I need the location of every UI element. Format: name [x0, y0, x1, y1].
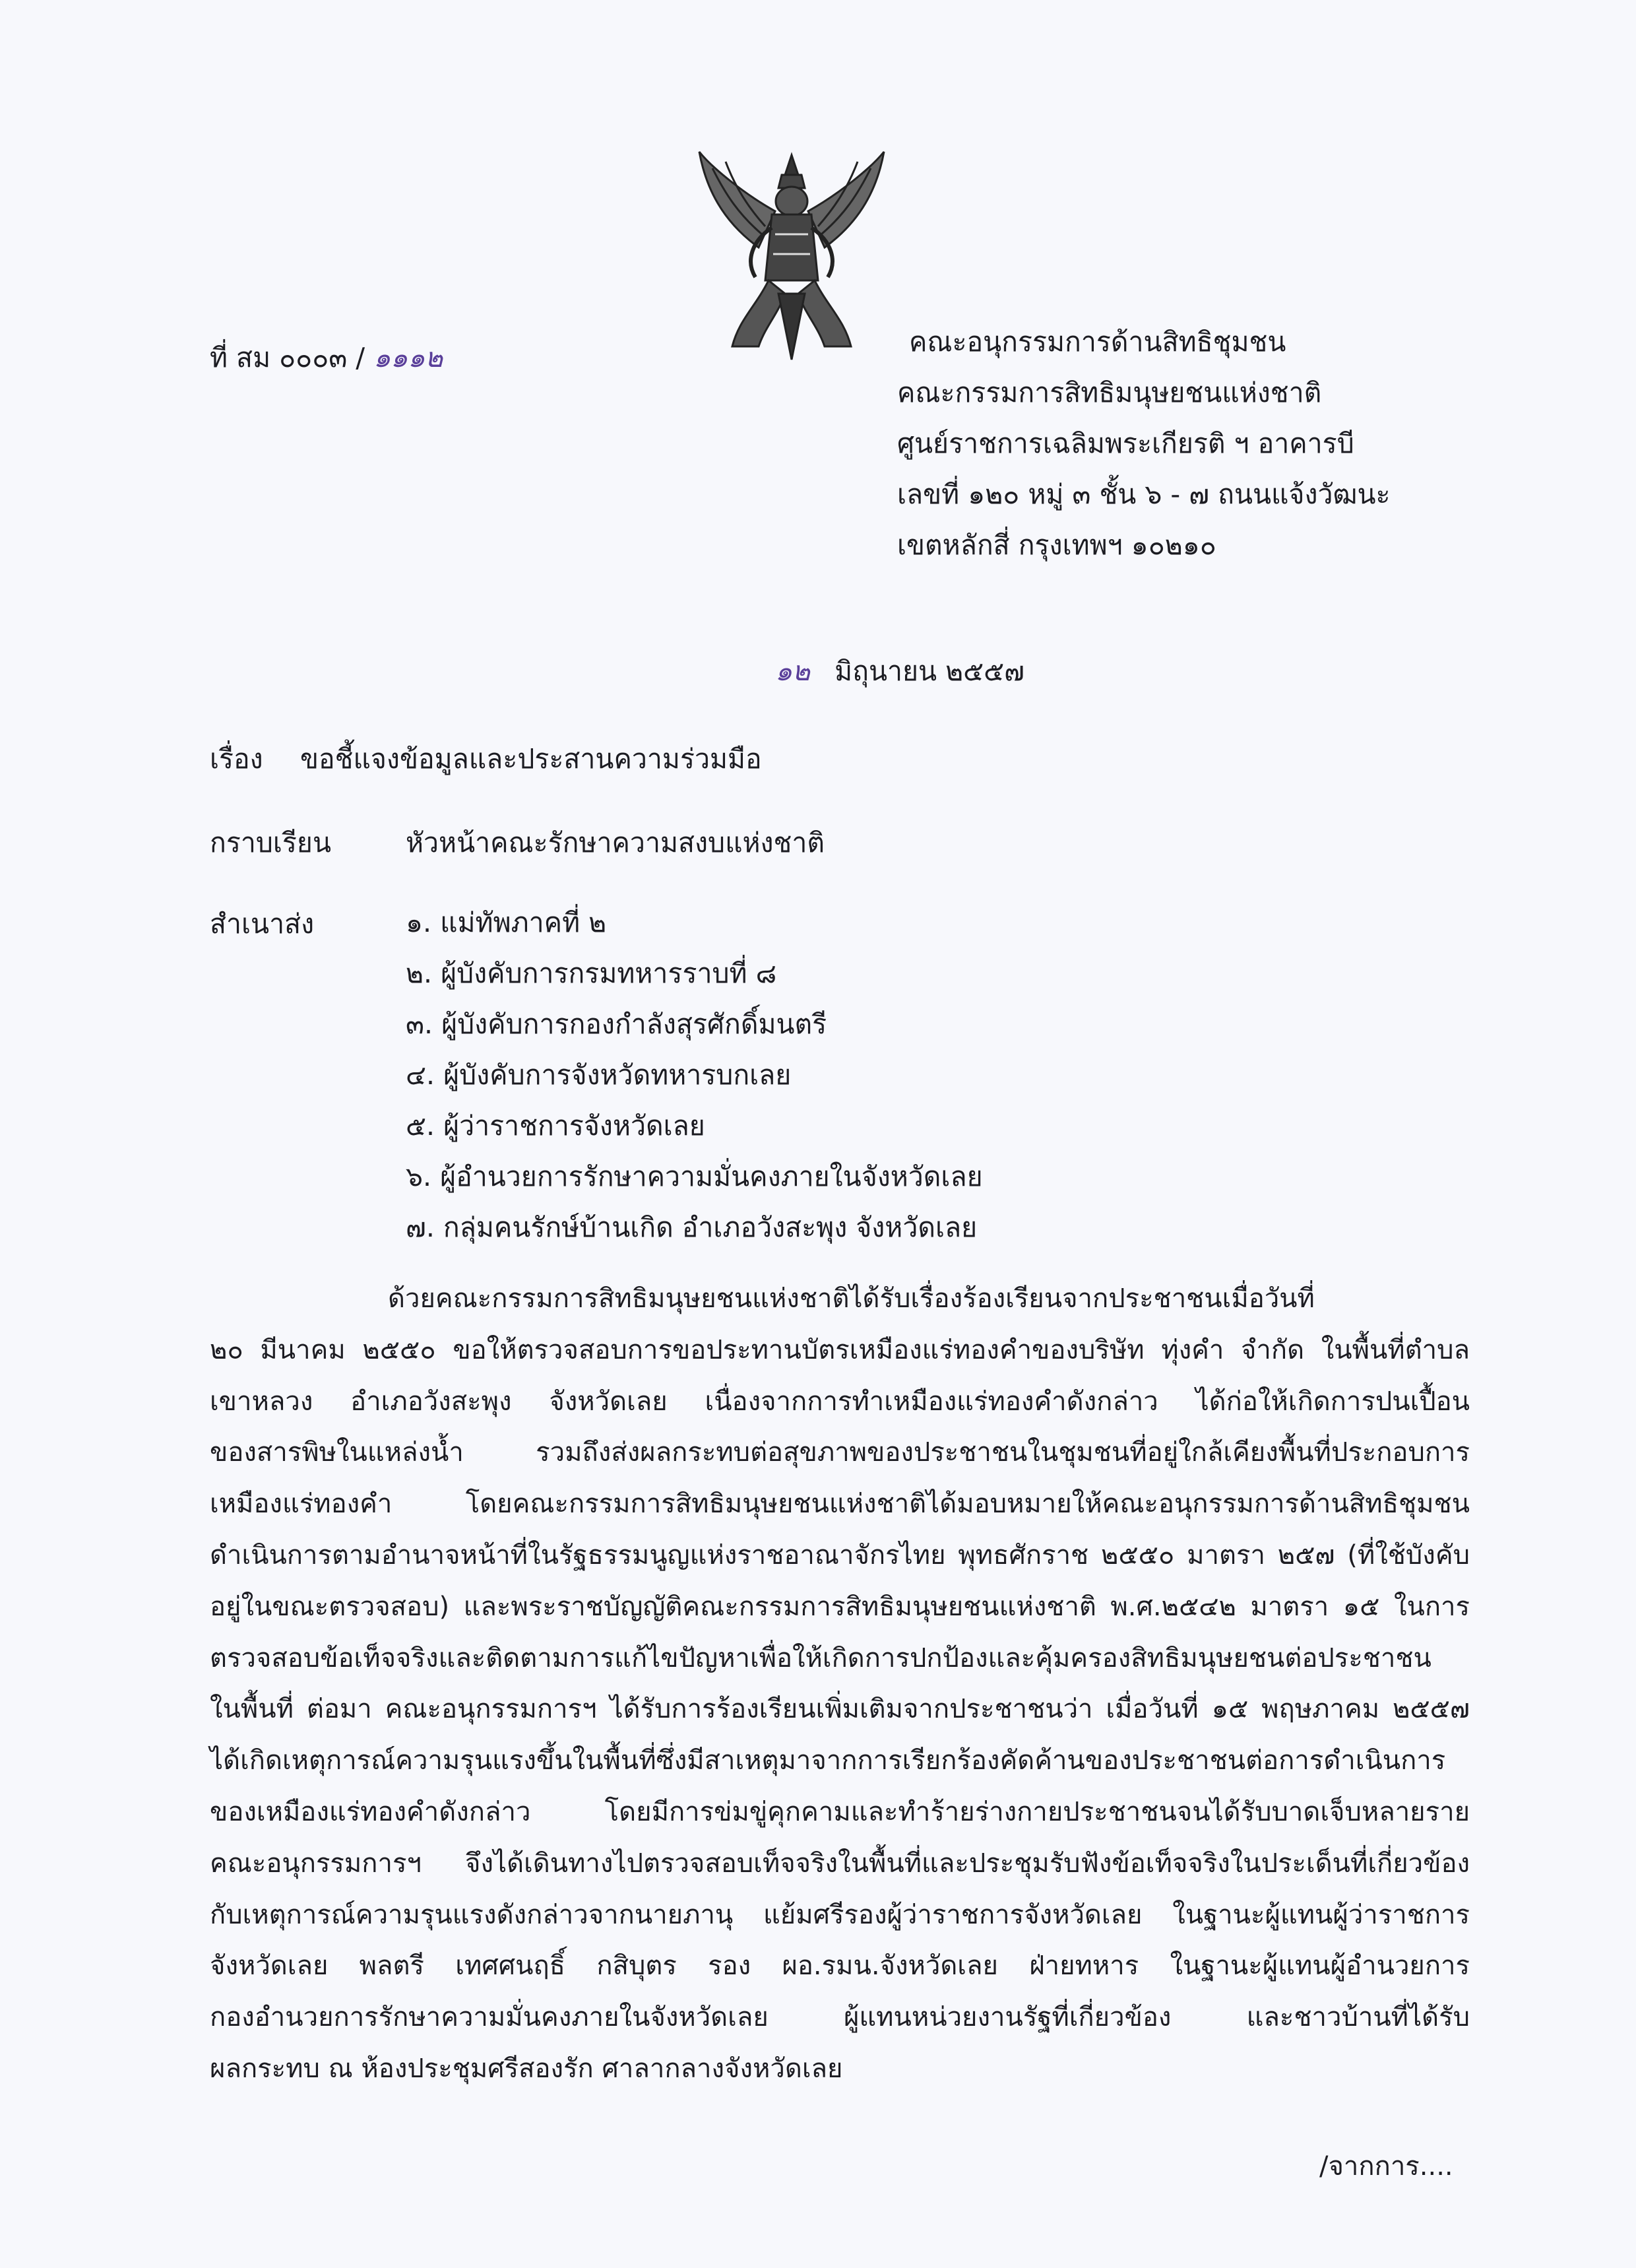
body-line: ด้วยคณะกรรมการสิทธิมนุษยชนแห่งชาติได้รับเรื่องร้องเรียนจากประชาชนเมื่อวันที่	[388, 1283, 1315, 1314]
body-line: อยู่ในขณะตรวจสอบ) และพระราชบัญญัติคณะกรรมการสิทธิมนุษยชนแห่งชาติ พ.ศ.๒๕๔๒ มาตรา ๑๕ ในการ	[210, 1591, 1470, 1622]
letter-date	[775, 650, 1024, 693]
address-line: คณะกรรมการสิทธิมนุษยชนแห่งชาติ	[897, 377, 1322, 408]
subject-value: ขอชี้แจงข้อมูลและประสานความร่วมมือ	[300, 743, 762, 775]
body-line: ได้เกิดเหตุการณ์ความรุนแรงขึ้นในพื้นที่ซึ่งมีสาเหตุมาจากการเรียกร้องคัดค้านของประชาชนต่อการดำเนินการ	[210, 1745, 1446, 1776]
body-line: เขาหลวง อำเภอวังสะพุง จังหวัดเลย เนื่องจากการทำเหมืองแร่ทองคำดังกล่าว ได้ก่อให้เกิดการปนเปื้อน	[210, 1386, 1470, 1417]
body-line: ดำเนินการตามอำนาจหน้าที่ในรัฐธรรมนูญแห่งราชอาณาจักรไทย พุทธศักราช ๒๕๕๐ มาตรา ๒๕๗ (ที่ใช้บังคับ	[210, 1539, 1470, 1571]
copies-to-list	[406, 903, 983, 1258]
address-line: คณะอนุกรรมการด้านสิทธิชุมชน	[909, 326, 1286, 358]
reference-number	[210, 337, 443, 379]
body-line: ของเหมืองแร่ทองคำดังกล่าว โดยมีการข่มขู่คุกคามและทำร้ายร่างกายประชาชนจนได้รับบาดเจ็บหลายราย	[210, 1796, 1470, 1827]
list-item: ๒. ผู้บังคับการกรมทหารราบที่ ๘	[406, 957, 777, 989]
body-line: คณะอนุกรรมการฯ จึงได้เดินทางไปตรวจสอบเท็จจริงในพื้นที่และประชุมรับฟังข้อเท็จจริงในประเด็นที่เกี่ยวข้อง	[210, 1848, 1470, 1879]
list-item: ๕. ผู้ว่าราชการจังหวัดเลย	[406, 1110, 705, 1142]
continuation-marker: /จากการ....	[1319, 2151, 1453, 2182]
letter-body	[210, 1277, 1470, 2098]
body-line: เหมืองแร่ทองคำ โดยคณะกรรมการสิทธิมนุษยชนแห่งชาติได้มอบหมายให้คณะอนุกรรมการด้านสิทธิชุมชน	[210, 1489, 1470, 1520]
body-line: ๒๐ มีนาคม ๒๕๕๐ ขอให้ตรวจสอบการขอประทานบัตรเหมืองแร่ทองคำของบริษัท ทุ่งคำ จำกัด ในพื้นที่ตำบล	[210, 1334, 1470, 1365]
list-item: ๔. ผู้บังคับการจังหวัดทหารบกเลย	[406, 1059, 792, 1091]
copies-to-label: สำเนาส่ง	[210, 908, 315, 940]
body-line: กองอำนวยการรักษาความมั่นคงภายในจังหวัดเลย ผู้แทนหน่วยงานรัฐที่เกี่ยวข้อง และชาวบ้านที่ได้รับ	[210, 2002, 1470, 2033]
body-line: ตรวจสอบข้อเท็จจริงและติดตามการแก้ไขปัญหาเพื่อให้เกิดการปกป้องและคุ้มครองสิทธิมนุษยชนต่อประชาชน	[210, 1642, 1432, 1673]
body-line: ของสารพิษในแหล่งน้ำ รวมถึงส่งผลกระทบต่อสุขภาพของประชาชนในชุมชนที่อยู่ใกล้เคียงพื้นที่ประกอบการ	[210, 1437, 1470, 1468]
reference-prefix: ที่ สม ๐๐๐๓ /	[210, 342, 365, 373]
list-item: ๖. ผู้อำนวยการรักษาความมั่นคงภายในจังหวัดเลย	[406, 1161, 983, 1192]
reference-handwritten-number: ๑๑๑๒	[373, 342, 443, 373]
address-line: ศูนย์ราชการเฉลิมพระเกียรติ ฯ อาคารบี	[897, 428, 1354, 459]
body-line: ผลกระทบ ณ ห้องประชุมศรีสองรัก ศาลากลางจังหวัดเลย	[210, 2053, 843, 2084]
date-handwritten-day: ๑๒	[775, 655, 811, 687]
addressee-label: กราบเรียน	[210, 827, 331, 859]
sender-address	[897, 317, 1491, 571]
garuda-emblem-icon	[686, 148, 897, 363]
body-line: ในพื้นที่ ต่อมา คณะอนุกรรมการฯ ได้รับการร้องเรียนเพิ่มเติมจากประชาชนว่า เมื่อวันที่ ๑๕ พฤษภาคม ๒๕๕๗	[210, 1694, 1470, 1725]
date-month-year: มิถุนายน ๒๕๕๗	[834, 655, 1025, 687]
body-line: จังหวัดเลย พลตรี เทศศนฤธิ์ กสิบุตร รอง ผอ.รมน.จังหวัดเลย ฝ่ายทหาร ในฐานะผู้แทนผู้อำนวยการ	[210, 1951, 1470, 1982]
address-line: เขตหลักสี่ กรุงเทพฯ ๑๐๒๑๐	[897, 529, 1216, 561]
list-item: ๑. แม่ทัพภาคที่ ๒	[406, 907, 607, 938]
list-item: ๓. ผู้บังคับการกองกำลังสุรศักดิ์มนตรี	[406, 1008, 827, 1040]
subject-label: เรื่อง	[210, 743, 263, 775]
body-line: กับเหตุการณ์ความรุนแรงดังกล่าวจากนายภานุ แย้มศรีรองผู้ว่าราชการจังหวัดเลย ในฐานะผู้แทนผู้ว่าราชการ	[210, 1899, 1470, 1930]
addressee-value: หัวหน้าคณะรักษาความสงบแห่งชาติ	[406, 827, 825, 859]
list-item: ๗. กลุ่มคนรักษ์บ้านเกิด อำเภอวังสะพุง จังหวัดเลย	[406, 1212, 978, 1243]
address-line: เลขที่ ๑๒๐ หมู่ ๓ ชั้น ๖ - ๗ ถนนแจ้งวัฒนะ	[897, 478, 1391, 510]
